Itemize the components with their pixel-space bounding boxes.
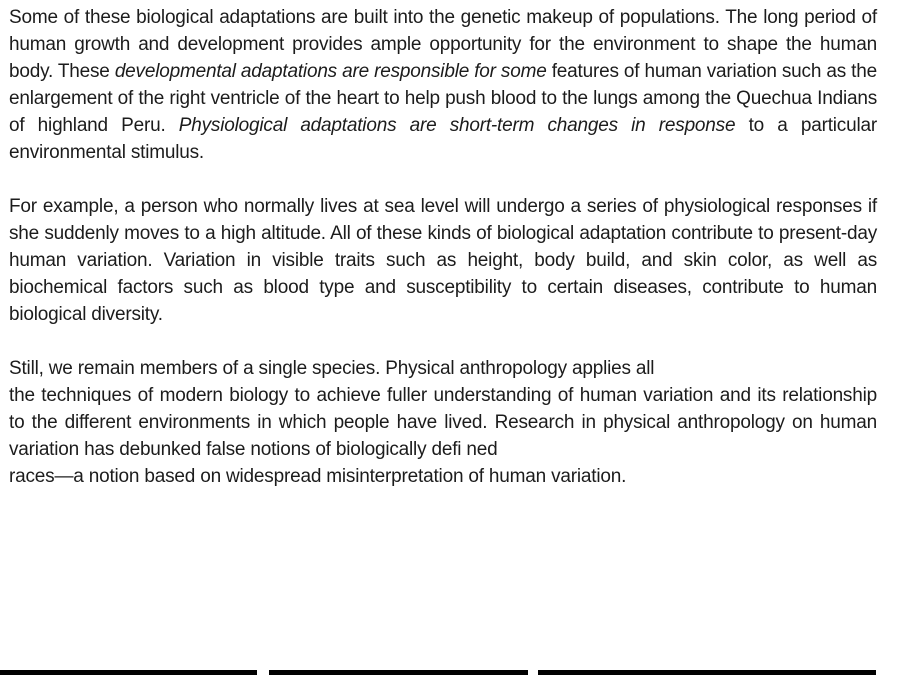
paragraph-2 (9, 193, 877, 328)
text-line: the techniques of modern biology to achieve fuller understanding of human variation and its relationship to the different environments in which people have lived. Research in physical anthropology on human variation has debunked false notions of biologically defi ned (9, 385, 877, 460)
bottom-bar (0, 670, 900, 675)
text-run: Some of these biological adaptations are built into the genetic makeup of populations. The long period of human growth and development provides ample opportunity for the environment to shape the human body. These (9, 7, 877, 82)
paragraph-3 (9, 355, 877, 490)
bottom-bar-segment (269, 670, 528, 675)
bottom-bar-segment (538, 670, 876, 675)
text-run: to a particular environmental stimulus. (9, 115, 877, 163)
text-run: For example, a person who normally lives at sea level will undergo a series of physiological responses if she suddenly moves to a high altitude. All of these kinds of biological adaptation contribute to present-day human variation. Variation in visible traits such as height, body build, and skin color, as well as biochemical factors such as blood type and susceptibility to certain diseases, contribute to human biological diversity. (9, 196, 877, 325)
text-line: races—a notion based on widespread misinterpretation of human variation. (9, 466, 627, 487)
text-run-italic: Physiological adaptations are short-term changes in response (178, 115, 736, 136)
paragraph-1 (9, 4, 877, 166)
text-block (9, 4, 877, 517)
bottom-bar-segment (0, 670, 257, 675)
text-run-italic: developmental adaptations are responsible for some (114, 61, 547, 82)
text-run: features of human variation such as the enlargement of the right ventricle of the heart to help push blood to the lungs among the Quechua Indians of highland Peru. (9, 61, 877, 136)
text-line: Still, we remain members of a single species. Physical anthropology applies all (9, 358, 655, 379)
